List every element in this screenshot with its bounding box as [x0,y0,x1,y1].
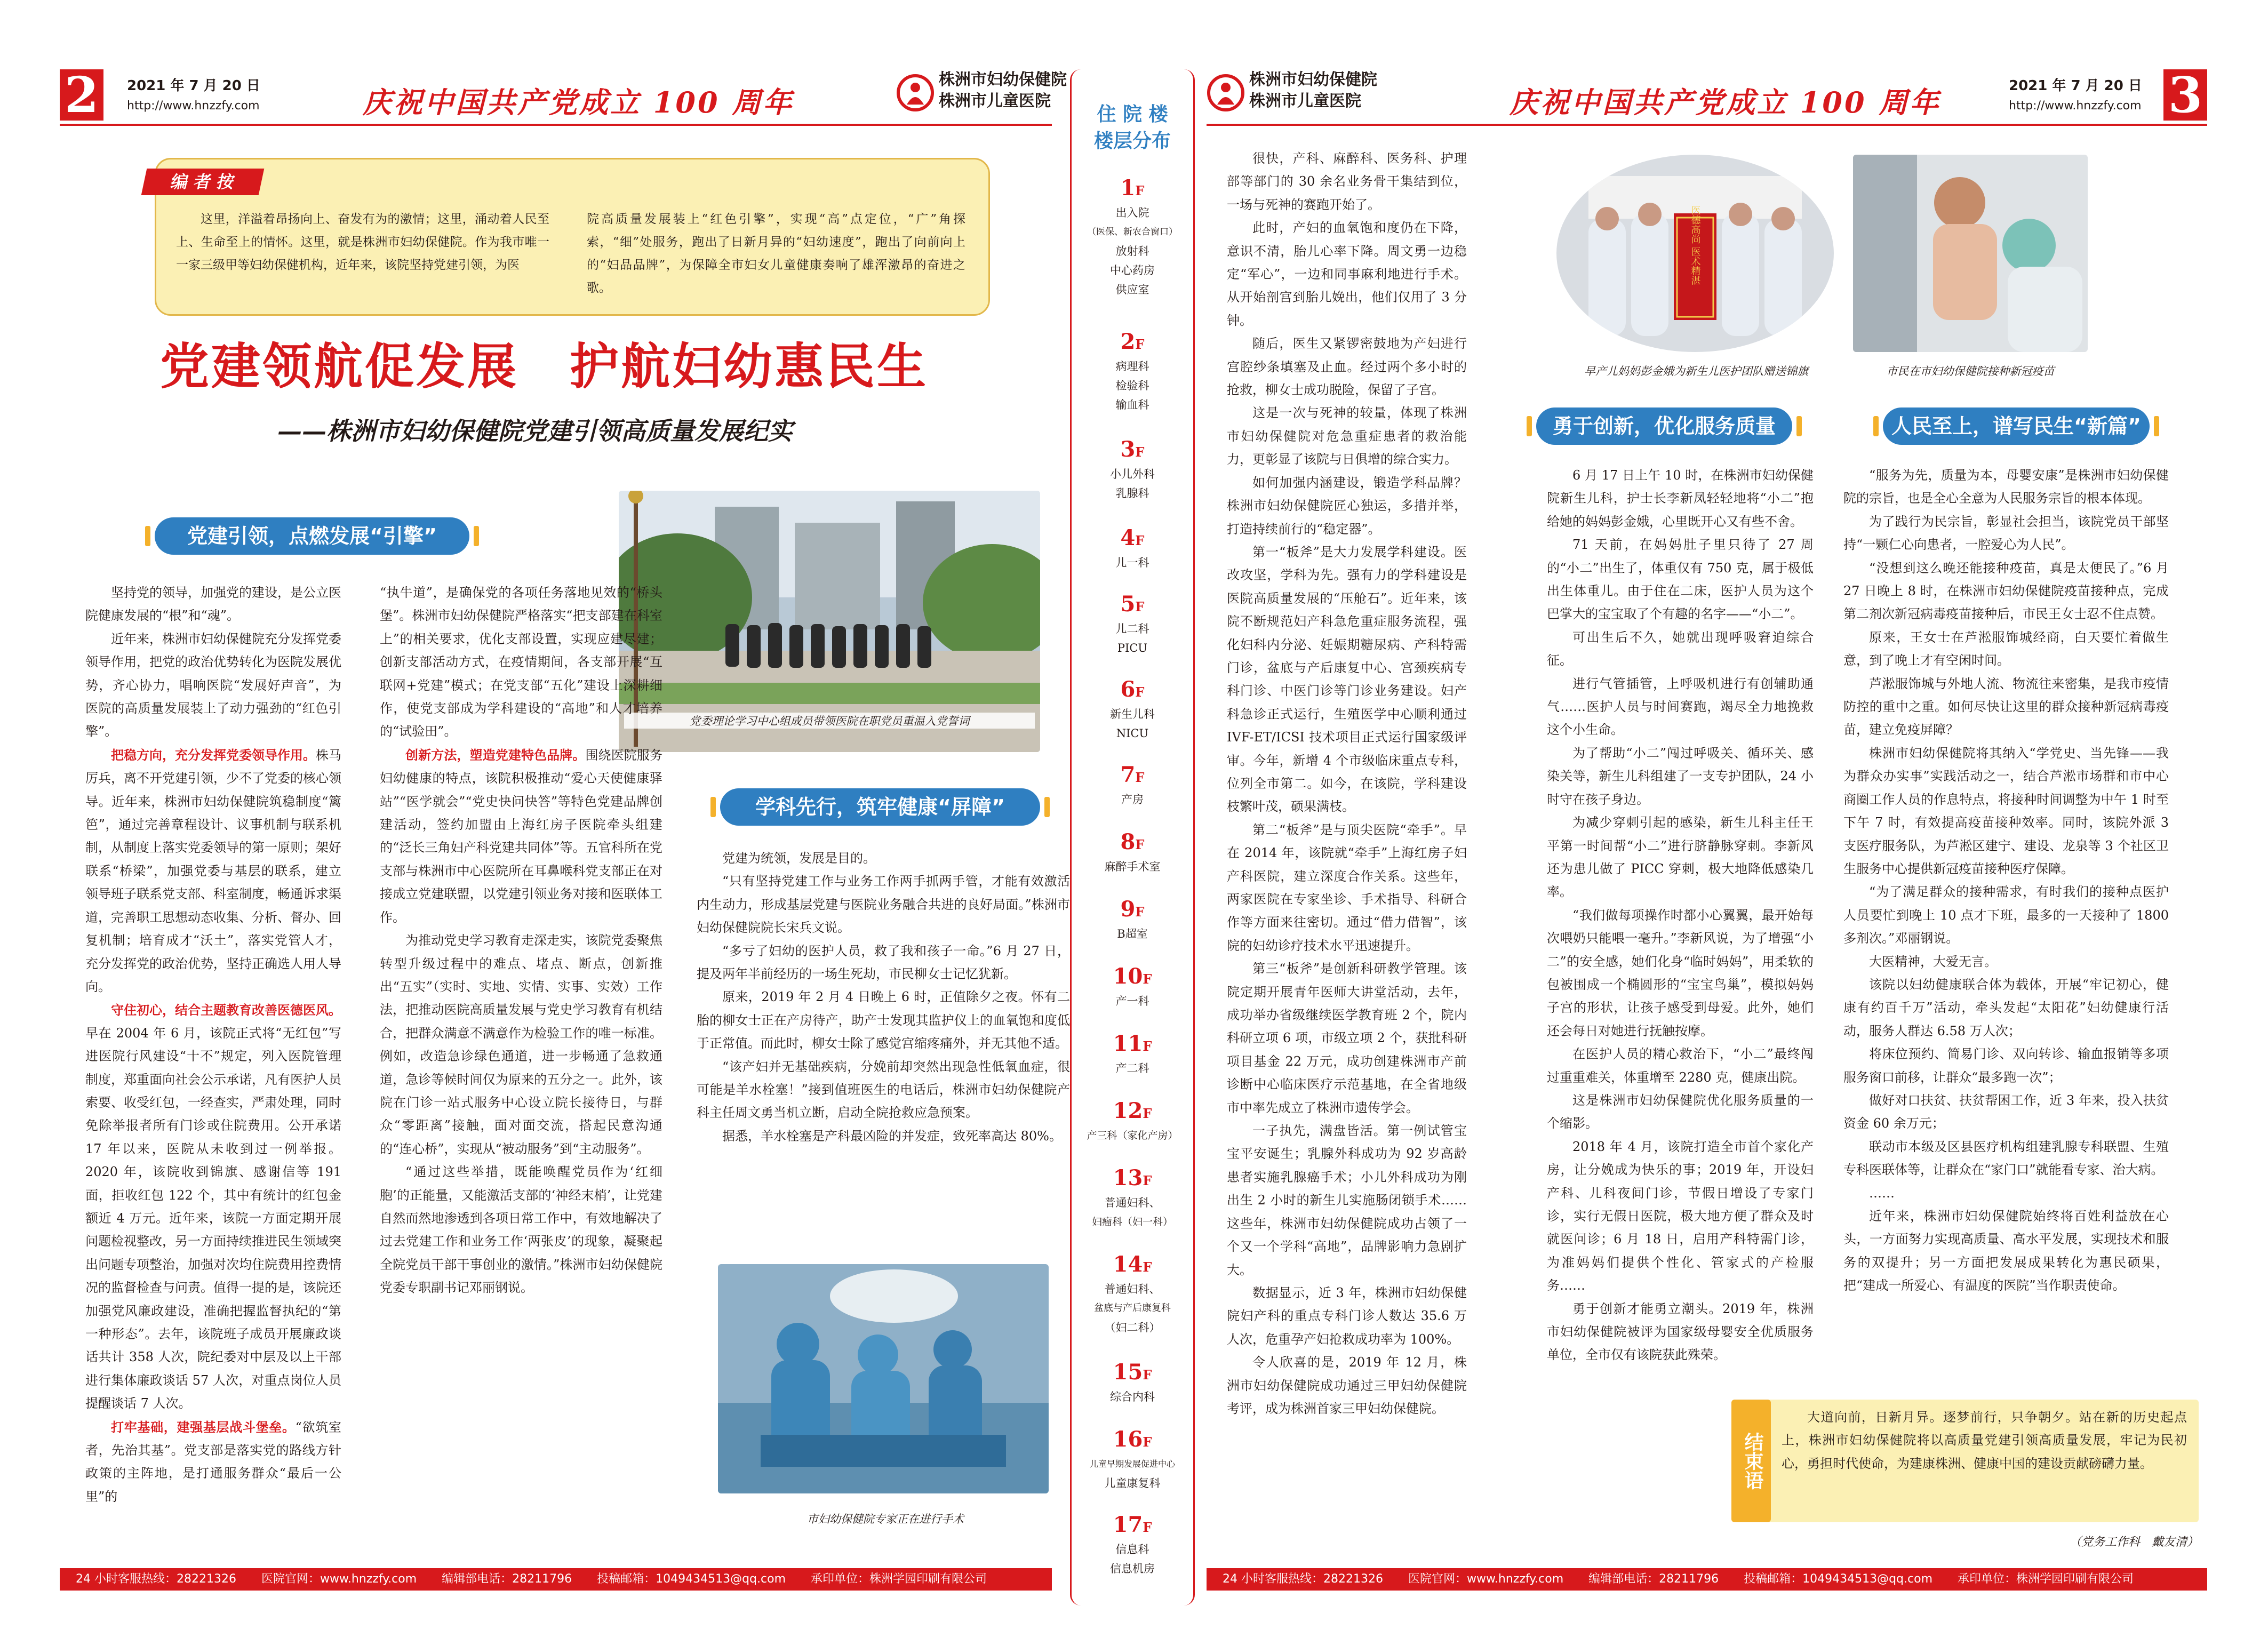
page-number-right: 3 [2163,69,2207,121]
footer-email[interactable]: 投稿邮箱：1049434513@qq.com [597,1572,786,1586]
paragraph: “多亏了妇幼的医护人员，救了我和孩子一命。”6 月 27 日，提及两年半前经历的一场生死劫，市民柳女士记忆犹新。 [697,943,1070,982]
floor-9 [1072,897,1193,944]
floor-guide-title-1: 住 院 楼 [1097,103,1168,125]
floor-level: 13F [1113,1165,1152,1190]
caption-photo-1: 党委理论学习中心组成员带领医院在职党员重温入党誓词 [624,713,1035,729]
paragraph: 2018 年 4 月，该院打造全市首个家化产房，让分娩成为快乐的事；2019 年，开设妇产科、儿科夜间门诊，节假日增设了专家门诊，实行无假日医院，极大地方便了群众及时就医问诊；6 月 18 日，启用产科特需门诊，为准妈妈们提供个性化、管家式的产检服务…… [1547,1139,1814,1293]
footer-printer: 承印单位：株洲学园印刷有限公司 [811,1572,987,1586]
paragraph: 6 月 17 日上午 10 时，在株洲市妇幼保健院新生儿科，护士长李新凤轻轻地将“小二”抱给她的妈妈彭金娥，心里既开心又有些不舍。 [1547,468,1814,529]
floor-dept: 儿童康复科 [1104,1477,1161,1490]
url-left[interactable]: http://www.hnzzfy.com [127,99,260,113]
floor-5 [1072,592,1193,658]
subheading [85,1419,296,1435]
paragraph: 据悉，羊水栓塞是产科最凶险的并发症，致死率高达 80%。 [722,1128,1062,1144]
url-right[interactable]: http://www.hnzzfy.com [2009,99,2142,113]
floor-level: 4F [1120,525,1145,550]
editor-note-col-1: 这里，洋溢着昂扬向上、奋发有为的激情；这里，涌动着人民至上、生命至上的情怀。这里，就是株洲市妇幼保健院。作为我市唯一一家三级甲等妇幼保健机构，近年来，该院坚持党建引领，为医 [176,212,549,272]
floor-level: 3F [1120,437,1145,462]
paragraph: 为了帮助“小二”闯过呼吸关、循环关、感染关等，新生儿科组建了一支专护团队，24 小时守在孩子身边。 [1547,745,1814,807]
floor-dept: 普通妇科、 [1104,1196,1161,1209]
floor-dept: 儿童早期发展促进中心 [1089,1459,1175,1469]
floor-level: 11F [1113,1031,1152,1056]
footer-editor-phone: 编辑部电话：28211796 [442,1572,572,1586]
paragraph: “只有坚持党建工作与业务工作两手抓两手管，才能有效激活内生动力，形成基层党建与医院业务融合共进的良好局面。”株洲市妇幼保健院院长宋兵文说。 [697,874,1070,936]
article-column-f [1843,464,2169,1397]
paragraph: 为推动党史学习教育走深走实，该院党委聚焦转型升级过程中的难点、堵点、断点，创新推出“五实”（实时、实地、实情、实事、实效）工作法，把推动医院高质量发展与党史学习教育有机结合，把群众满意不满意作为检验工作的唯一标准。例如，改造急诊绿色通道，进一步畅通了急救通道，急诊等候时间仅为原来的五分之一。此外，该院在门诊一站式服务中心设立院长接待日，与群众“零距离”接触，面对面交流，搭起民意沟通的“连心桥”，实现从“被动服务”到“主动服务”。 [380,933,662,1156]
floor-dept: 中心药房 [1110,264,1155,277]
floor-6 [1072,677,1193,743]
paragraph: “执牛道”，是确保党的各项任务落地见效的“桥头堡”。株洲市妇幼保健院严格落实“把支部建在科室上”的相关要求，优化支部设置，实现应建尽建；创新支部活动方式，在疫情期间，各支部开展“互联网+党建”模式；在党支部“五化”建设上深耕细作，使党支部成为学科建设的“高地”和人才培养的“试验田”。 [380,585,662,739]
footer-printer: 承印单位：株洲学园印刷有限公司 [1958,1572,2134,1586]
subheading [380,747,585,763]
article-column-b [380,581,662,1541]
footer-website[interactable]: 医院官网：www.hnzzfy.com [1408,1572,1564,1586]
paragraph: 数据显示，近 3 年，株洲市妇幼保健院妇产科的重点专科门诊人数达 35.6 万人次，危重孕产妇抢救成功率为 100%。 [1227,1285,1467,1347]
photo-vaccination [1853,155,2088,352]
paragraph: “我们做每项操作时都小心翼翼，最开始每次喂奶只能喂一毫升。”李新风说，为了增强“小二”的安全感，她们化身“临时妈妈”，用柔软的包被围成一个椭圆形的“宝宝鸟巢”，模拟妈妈子宫的形状，让孩子感受到母爱。此外，她们还会每日对她进行抚触按摩。 [1547,907,1814,1038]
paragraph: 第三“板斧”是创新科研教学管理。该院定期开展青年医师大讲堂活动，去年，成功举办省级继续医学教育班 2 个，院内科研立项 6 项，市级立项 2 个，获批科研项目基金 22 万元，成功创建株洲市产前诊断中心临床医疗示范基地，在全省地级市中率先成立了株洲市遗传学会。 [1227,961,1467,1115]
floor-dept: 出入院 [1115,206,1149,219]
paragraph: 近年来，株洲市妇幼保健院始终将百姓利益放在心头，一方面努力实现高质量、高水平发展，实现技术和服务的双提升；另一方面把发展成果转化为惠民硕果，把“建成一所爱心、有温度的医院”当作职责使命。 [1843,1209,2169,1293]
article-column-d [1227,147,1467,1545]
paragraph: 原来，2019 年 2 月 4 日晚上 6 时，正值除夕之夜。怀有二胎的柳女士正在产房待产，助产士发现其监护仪上的血氧饱和度低于正常值。而此时，柳女士除了感觉宫缩疼痛外，并无其他不适。 [697,989,1070,1051]
floor-dept: 产房 [1121,793,1144,806]
paragraph: 围绕医院服务妇幼健康的特点，该院积极推动“爱心天使健康驿站”“医学就会”“党史快问快答”等特色党建品牌创建活动，签约加盟由上海红房子医院牵头组建的“泛长三角妇产科党建共同体”等。五官科所在党支部与株洲市中心医院所在耳鼻喉科党支部正在对接成立党建联盟，以党建引领业务对接和医联体工作。 [380,747,662,925]
hospital-logo-icon [896,74,935,112]
subheading-text: 创新方法，塑造党建特色品牌。 [405,747,586,763]
paragraph: 早在 2004 年 6 月，该院正式将“无红包”写进医院行风建设“十不”规定，列入医院管理制度，郑重面向社会公示承诺，凡有医护人员索要、收受红包，一经查实，严肃处理，同时免除举报者所有门诊或住院费用。公开承诺 17 年以来，医院从未收到过一例举报。2020 年，该院收到锦旗、感谢信等 191 面，拒收红包 122 个，其中有统计的红包金额近 4 万元。近年来，该院一方面定期开展问题检视整改，另一方面持续推进民生领域突出问题专项整治，加强对次均住院费用控费情况的监督检查与问责。值得一提的是，该院还加强党风廉政建设，准确把握监督执纪的“第一种形态”。去年，该院班子成员开展廉政谈话共计 358 人次，院纪委对中层及以上干部进行集体廉政谈话 57 人次，对重点岗位人员提醒谈话 7 人次。 [85,1025,341,1411]
floor-10 [1072,964,1193,1011]
caption-photo-4: 市民在市妇幼保健院接种新冠疫苗 [1886,365,2055,378]
floor-level: 5F [1120,592,1145,617]
floor-15 [1072,1360,1193,1407]
floor-level: 15F [1113,1360,1152,1385]
editor-note-col-2: 院高质量发展装上“红色引擎”，实现“高”点定位，“广”角探索，“细”处服务，跑出了日新月异的“妇幼速度”，跑出了向前向上的“妇品品牌”，为保障全市妇女儿童健康奏响了雄浑激昂的奋进之歌。 [587,212,965,295]
floor-17 [1072,1513,1193,1578]
floor-16 [1072,1427,1193,1493]
floor-level: 1F [1120,175,1145,201]
section-heading-1: 党建引领，点燃发展“引擎” [155,517,469,555]
paragraph: “服务为先，质量为本，母婴安康”是株洲市妇幼保健院的宗旨，也是全心全意为人民服务宗旨的根本体现。 [1843,468,2169,506]
paragraph: 第二“板斧”是与顶尖医院“牵手”。早在 2014 年，该院就“牵手”上海红房子妇产科医院，建立深度合作关系。这些年，两家医院在专家坐诊、手术指导、科研合作等方面来往密切。通过“借力借智”，该院的妇幼诊疗技术水平迅速提升。 [1227,822,1467,953]
hospital-name-left [939,69,1067,112]
footer-hotline: 24 小时客服热线：28221326 [1223,1572,1383,1586]
floor-level: 12F [1113,1098,1152,1123]
paragraph: “通过这些举措，既能唤醒党员作为‘红细胞’的正能量，又能激活支部的‘神经末梢’，让党建自然而然地渗透到各项日常工作中，有效地解决了过去党建工作和业务工作‘两张皮’的现象，凝聚起全院党员干部干事创业的激情。”株洲市妇幼保健院党委专职副书记邓丽钢说。 [380,1164,662,1296]
floor-dept: 产三科（家化产房） [1087,1130,1178,1141]
paragraph: 为了践行为民宗旨，彰显社会担当，该院党员干部坚持“一颗仁心向患者，一腔爱心为人民”。 [1843,514,2169,553]
hospital-name-2: 株洲市儿童医院 [939,92,1051,110]
floor-dept: 供应室 [1115,283,1149,296]
floor-dept: NICU [1116,727,1149,740]
paragraph: 此时，产妇的血氧饱和度仍在下降，意识不清，胎儿心率下降。周文勇一边稳定“军心”，一边和同事麻利地进行手术。从开始剖宫到胎儿娩出，他们仅用了 3 分钟。 [1227,220,1467,328]
floor-13 [1072,1166,1193,1232]
floor-guide-title [1072,101,1193,155]
paragraph: 将床位预约、简易门诊、双向转诊、输血报销等多项服务窗口前移，让群众“最多跑一次”； [1843,1046,2169,1085]
hospital-name-1: 株洲市妇幼保健院 [939,70,1067,89]
floor-12 [1072,1099,1193,1145]
subheading: 守住初心，结合主题教育改善医德医风。 [111,1002,341,1018]
paragraph: 近年来，株洲市妇幼保健院充分发挥党委领导作用，把党的政治优势转化为医院发展优势，齐心协力，唱响医院“发展好声音”，为医院的高质量发展装上了动力强劲的“红色引擎”。 [85,631,341,739]
floor-level: 8F [1120,829,1145,854]
paragraph: 株洲市妇幼保健院将其纳入“学党史、当先锋——我为群众办实事”实践活动之一，结合芦淞市场群和市中心商圈工作人员的作息特点，将接种时间调整为中午 1 时至下午 7 时，有效提高疫苗接种效率。同时，该院外派 3 支医疗服务队，为芦淞区建宁、建设、龙泉等 3 个社区卫生服务中心提供新冠疫苗接种医疗保障。 [1843,745,2169,876]
floor-8 [1072,830,1193,876]
floor-guide-panel [1070,69,1195,1605]
hospital-name-right [1249,69,1377,112]
footer-left [60,1568,1052,1591]
photo-surgery [718,1264,1049,1493]
paragraph: 一子执先，满盘皆活。第一例试管宝宝平安诞生；乳腺外科成功为 92 岁高龄患者实施乳腺癌手术；小儿外科成功为刚出生 2 小时的新生儿实施肠闭锁手术……这些年，株洲市妇幼保健院成功占领了一个又一个学科“高地”，品牌影响力急剧扩大。 [1227,1123,1467,1277]
paragraph: “欲筑室者，先治其基”。党支部是落实党的路线方针政策的主阵地，是打通服务群众“最后一公里”的 [85,1419,341,1504]
footer-website[interactable]: 医院官网：www.hnzzfy.com [261,1572,417,1586]
photo-banner-gift [1556,155,1834,352]
paragraph: 可出生后不久，她就出现呼吸窘迫综合征。 [1547,629,1814,668]
header-rule-right [1207,124,2207,126]
floor-dept: 小儿外科 [1110,468,1155,481]
date-left: 2021 年 7 月 20 日 [127,78,260,94]
floor-level: 17F [1113,1512,1152,1537]
floor-11 [1072,1032,1193,1078]
floor-dept: 综合内科 [1110,1391,1155,1403]
floor-dept: 检验科 [1115,379,1149,392]
caption-photo-3: 早产儿妈妈彭金娥为新生儿医护团队赠送锦旗 [1584,365,1808,378]
floor-dept: 产一科 [1115,995,1149,1008]
floor-dept: 信息机房 [1110,1562,1155,1575]
paragraph: 进行气管插管，上呼吸机进行有创辅助通气……医护人员与时间赛跑，竭尽全力地挽救这个小生命。 [1547,676,1814,738]
closing-text: 大道向前，日新月异。逐梦前行，只争朝夕。站在新的历史起点上，株洲市妇幼保健院将以高质量党建引领高质量发展，牢记为民初心，勇担时代使命，为建康株洲、健康中国的建设贡献磅礴力量。 [1782,1410,2187,1471]
floor-dept: 儿二科 [1115,622,1149,635]
paragraph: 坚持党的领导，加强党的建设，是公立医院健康发展的“根”和“魂”。 [85,585,341,624]
paragraph: “该产妇并无基础疾病，分娩前却突然出现急性低氧血症，很可能是羊水栓塞！”接到值班医生的电话后，株洲市妇幼保健院产科主任周文勇当机立断，启动全院抢救应急预案。 [697,1059,1070,1121]
floor-2 [1072,330,1193,414]
floor-dept: 麻醉手术室 [1104,860,1161,873]
article-column-e [1547,464,1814,1515]
paragraph: 芦淞服饰城与外地人流、物流往来密集，是我市疫情防控的重中之重。如何尽快让这里的群众接种新冠病毒疫苗，建立免疫屏障？ [1843,676,2169,738]
floor-level: 6F [1120,677,1145,702]
section-heading-3: 勇于创新，优化服务质量 [1536,407,1792,445]
floor-14 [1072,1252,1193,1337]
section-heading-2: 学科先行，筑牢健康“屏障” [720,788,1040,826]
floor-dept: 普通妇科、 [1104,1283,1161,1296]
headline-title: 党建领航促发展 护航妇幼惠民生 [160,338,929,395]
paragraph: 在医护人员的精心救治下，“小二”最终闯过重重难关，体重增至 2280 克，健康出院。 [1547,1046,1814,1085]
paragraph: 该院以妇幼健康联合体为载体，开展“牢记初心，健康有约百千万”活动，牵头发起“太阳花”妇幼健康行活动，服务人群达 6.58 万人次； [1843,977,2169,1038]
floor-dept: 病理科 [1115,360,1149,373]
paragraph: “没想到这么晚还能接种疫苗，真是太便民了。”6 月 27 日晚上 8 时，在株洲市妇幼保健院疫苗接种点，完成第二剂次新冠病毒疫苗接种后，市民王女士忍不住点赞。 [1843,560,2169,622]
caption-photo-2: 市妇幼保健院专家正在进行手术 [807,1513,964,1525]
headline-subtitle: ——株洲市妇幼保健院党建引领高质量发展纪实 [277,417,793,445]
paragraph: 党建为统领，发展是目的。 [722,851,876,866]
floor-dept: 儿一科 [1115,556,1149,569]
paragraph: 随后，医生又紧锣密鼓地为产妇进行宫腔纱条填塞及止血。经过两个多小时的抢救，柳女士成功脱险，保留了子宫。 [1227,336,1467,398]
closing-author: （党务工作科 戴友清） [2070,1536,2199,1549]
paragraph: 做好对口扶贫、扶贫帮困工作，近 3 年来，投入扶贫资金 60 余万元； [1843,1092,2169,1131]
header-rule-left [60,124,1052,126]
paragraph: 令人欣喜的是，2019 年 12 月，株洲市妇幼保健院成功通过三甲妇幼保健院考评，成为株洲首家三甲妇幼保健院。 [1227,1355,1467,1416]
paragraph: “为了满足群众的接种需求，有时我们的接种点医护人员要忙到晚上 10 点才下班，最多的一天接种了 1800 多剂次。”邓丽钢说。 [1843,884,2169,946]
floor-3 [1072,437,1193,503]
floor-level: 9F [1120,897,1145,922]
paragraph: 如何加强内涵建设，锻造学科品牌？株洲市妇幼保健院匠心独运，多措并举，打造持续前行的“稳定器”。 [1227,475,1467,537]
footer-hotline: 24 小时客服热线：28221326 [76,1572,236,1586]
subheading-text: 把稳方向，充分发挥党委领导作用。 [111,747,316,763]
footer-email[interactable]: 投稿邮箱：1049434513@qq.com [1744,1572,1933,1586]
floor-dept: 乳腺科 [1115,487,1149,500]
floor-level: 7F [1120,762,1145,787]
floor-dept: 妇瘤科（妇一科） [1091,1216,1173,1228]
floor-7 [1072,763,1193,809]
paragraph: 联动市本级及区县医疗机构组建乳腺专科联盟、生殖专科医联体等，让群众在“家门口”就能看专家、治大病。 [1843,1139,2169,1178]
hospital-name-1: 株洲市妇幼保健院 [1249,70,1377,89]
floor-level: 14F [1113,1252,1152,1277]
floor-level: 10F [1113,964,1152,989]
article-column-a [85,581,341,1541]
footer-editor-phone: 编辑部电话：28211796 [1588,1572,1719,1586]
floor-dept: 盆底与产后康复科 [1094,1303,1171,1314]
subheading [85,747,316,763]
paragraph: 71 天前，在妈妈肚子里只待了 27 周的“小二”出生了，体重仅有 750 克，属于极低出生体重儿。由于住在二床，医护人员为这个巴掌大的宝宝取了个有趣的名字——“小二”。 [1547,537,1814,622]
paragraph: 这是一次与死神的较量，体现了株洲市妇幼保健院对危急重症患者的救治能力，更彰显了该院与日俱增的综合实力。 [1227,405,1467,467]
floor-dept: 产二科 [1115,1062,1149,1075]
paragraph: 这是株洲市妇幼保健院优化服务质量的一个缩影。 [1547,1092,1814,1131]
slogan-right: 庆祝中国共产党成立 100 周年 [1510,85,1941,119]
floor-dept: （医保、新农合窗口） [1087,227,1178,237]
page-number-left: 2 [60,69,103,121]
section-heading-4: 人民至上，谱写民生“新篇” [1883,407,2150,445]
footer-right [1207,1568,2207,1591]
paragraph: 第一“板斧”是大力发展学科建设。医改攻坚，学科为先。强有力的学科建设是医院高质量发展的“压舱石”。近年来，该院不断规范妇产科急危重症服务流程，强化妇科内分泌、妊娠期糖尿病、产科特需门诊，盆底与产后康复中心、宫颈疾病专科门诊、中医门诊等门诊业务建设。妇产科急诊正式运行，生殖医学中心顺利通过 IVF-ET/ICSI 技术项目正式运行国家级评审。今年，新增 4 个市级临床重点专科，位列全市第二。如今，在该院，学科建设枝繁叶茂，硕果满枝。 [1227,544,1467,814]
paragraph: 大医精神，大爱无言。 [1869,954,1997,969]
floor-dept: B超室 [1117,928,1148,940]
slogan-left: 庆祝中国共产党成立 100 周年 [363,85,794,119]
floor-dept: 信息科 [1115,1543,1149,1556]
floor-dept: （妇二科） [1104,1321,1161,1334]
hospital-name-2: 株洲市儿童医院 [1249,92,1361,110]
banner-text: 医德高尚 医术精湛 [1689,205,1701,285]
floor-dept: 放射科 [1115,245,1149,258]
closing-label: 结束语 [1731,1400,1771,1522]
floor-dept: 新生儿科 [1110,708,1155,721]
paragraph: 原来，王女士在芦淞服饰城经商，白天要忙着做生意，到了晚上才有空闲时间。 [1843,629,2169,668]
editor-note-label: 编 者 按 [141,169,265,195]
article-column-c [697,847,1070,1231]
paragraph: …… [1869,1185,1895,1201]
floor-guide-title-2: 楼层分布 [1093,130,1171,152]
floor-dept: 输血科 [1115,398,1149,411]
paragraph: 勇于创新才能勇立潮头。2019 年，株洲市妇幼保健院被评为国家级母婴安全优质服务单位，全市仅有该院获此殊荣。 [1547,1301,1814,1363]
hospital-logo-icon [1207,74,1245,112]
paragraph: 为减少穿刺引起的感染，新生儿科主任王平第一时间帮“小二”进行脐静脉穿刺。李新风还为患儿做了 PICC 穿刺，极大地降低感染几率。 [1547,815,1814,900]
subheading-text: 打牢基础，建强基层战斗堡垒。 [111,1419,296,1435]
floor-4 [1072,526,1193,572]
date-right: 2021 年 7 月 20 日 [2009,78,2142,94]
floor-level: 2F [1120,329,1145,354]
paragraph: 株马厉兵，离不开党建引领，少不了党委的核心领导。近年来，株洲市妇幼保健院筑稳制度“篱笆”，通过完善章程设计、议事机制与联系机制，从制度上落实党委领导的第一原则；架好联系“桥梁”，加强党委与基层的联系，建立领导班子联系党支部、科室制度，畅通诉求渠道，完善职工思想动态收集、分析、督办、回复机制；培育成才“沃土”，落实党管人才，充分发挥党的政治优势，坚持正确选人用人导向。 [85,747,341,994]
paragraph: 很快，产科、麻醉科、医务科、护理部等部门的 30 余名业务骨干集结到位，一场与死神的赛跑开始了。 [1227,151,1467,212]
floor-dept: PICU [1117,642,1148,654]
floor-1 [1072,176,1193,299]
floor-level: 16F [1113,1427,1152,1452]
